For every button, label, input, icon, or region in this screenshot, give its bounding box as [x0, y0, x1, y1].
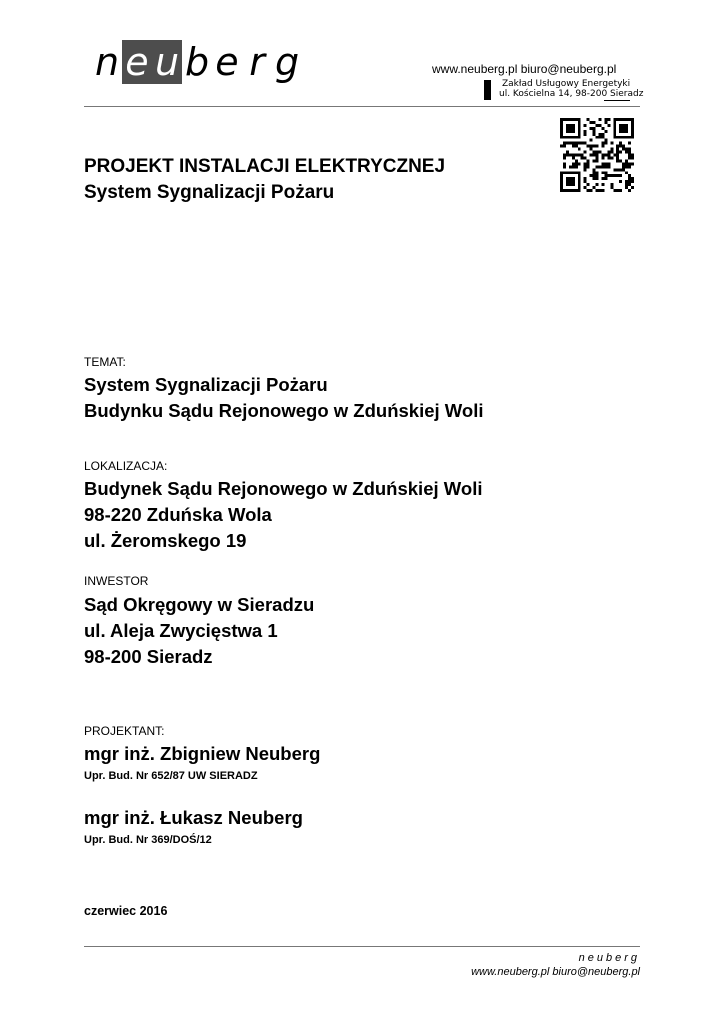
temat-line: Budynku Sądu Rejonowego w Zduńskiej Woli	[84, 400, 484, 421]
section-label: LOKALIZACJA:	[84, 459, 168, 473]
designer-license: Upr. Bud. Nr 652/87 UW SIERADZ	[84, 770, 258, 782]
lokalizacja-line: ul. Żeromskego 19	[84, 530, 247, 551]
qr-code-icon	[560, 118, 634, 192]
inwestor-value	[84, 592, 314, 670]
header-accent-bar	[484, 80, 491, 100]
header-contact: www.neuberg.pl biuro@neuberg.pl	[432, 62, 617, 76]
designer-name: mgr inż. Łukasz Neuberg	[84, 807, 303, 828]
header-divider	[84, 106, 640, 107]
logo-letter: u	[152, 40, 182, 84]
temat-value	[84, 372, 483, 424]
footer-contact: www.neuberg.pl biuro@neuberg.pl	[471, 966, 640, 978]
document-date: czerwiec 2016	[84, 904, 168, 918]
lokalizacja-value	[84, 476, 482, 554]
designer-license: Upr. Bud. Nr 369/DOŚ/12	[84, 834, 212, 846]
document-title	[84, 154, 445, 206]
company-address: ul. Kościelna 14, 98-200 Sieradz	[499, 89, 644, 99]
footer-divider	[84, 946, 640, 947]
logo-letter: r	[249, 40, 265, 84]
company-logo	[92, 40, 302, 84]
logo-letter: n	[94, 40, 120, 84]
lokalizacja-line: Budynek Sądu Rejonowego w Zduńskiej Woli	[84, 478, 483, 499]
footer-brand: neuberg	[578, 952, 640, 964]
logo-letter: g	[274, 40, 300, 84]
logo-letter: b	[184, 40, 210, 84]
temat-line: System Sygnalizacji Pożaru	[84, 374, 328, 395]
section-label: TEMAT:	[84, 355, 126, 369]
inwestor-line: 98-200 Sieradz	[84, 646, 213, 667]
title-line: PROJEKT INSTALACJI ELEKTRYCZNEJ	[84, 156, 446, 177]
section-label: PROJEKTANT:	[84, 724, 165, 738]
inwestor-line: Sąd Okręgowy w Sieradzu	[84, 594, 315, 615]
inwestor-line: ul. Aleja Zwycięstwa 1	[84, 620, 278, 641]
logo-letter: e	[215, 40, 239, 84]
company-name: Zakład Usługowy Energetyki	[502, 79, 631, 89]
section-label: INWESTOR	[84, 574, 149, 588]
designer-name: mgr inż. Zbigniew Neuberg	[84, 743, 321, 764]
title-line: System Sygnalizacji Pożaru	[84, 182, 335, 203]
header-underline	[604, 100, 630, 101]
header-company	[499, 79, 643, 99]
lokalizacja-line: 98-220 Zduńska Wola	[84, 504, 272, 525]
logo-letter: e	[122, 40, 152, 84]
